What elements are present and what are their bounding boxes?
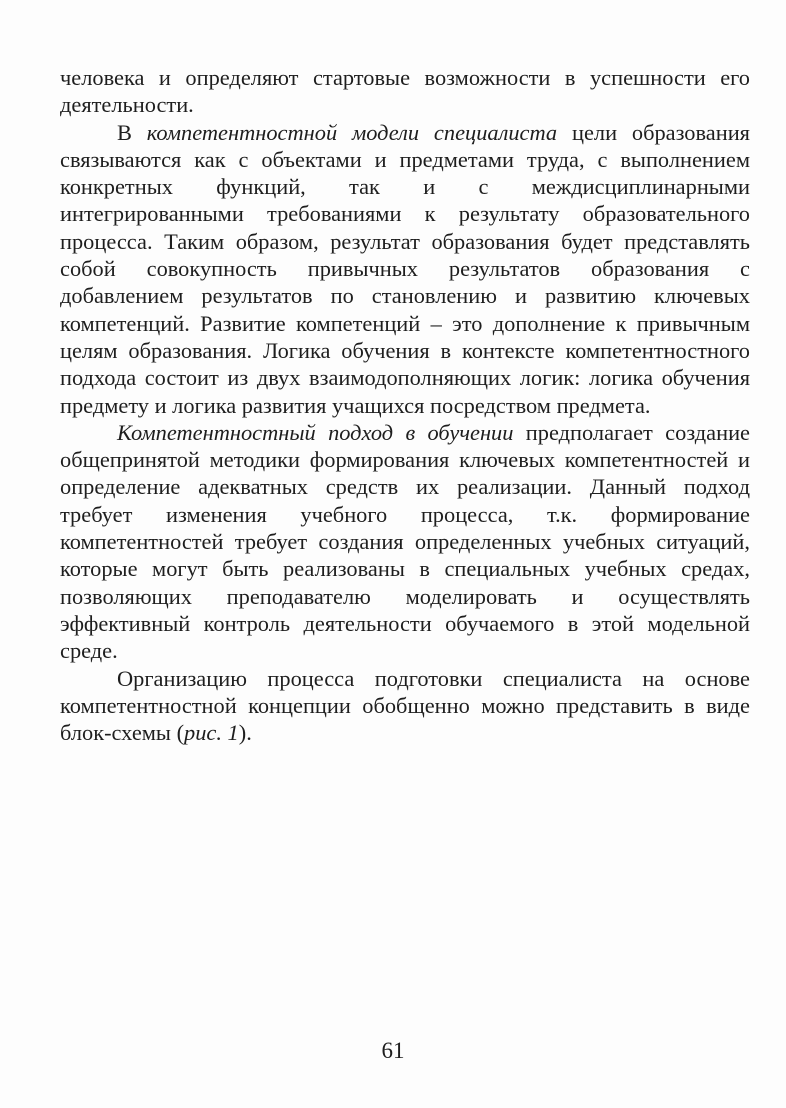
page-number: 61 — [381, 1038, 405, 1063]
emphasis-text: Компетентностный подход в обучении — [117, 419, 514, 445]
body-text — [60, 64, 750, 746]
figure-reference: рис. 1 — [184, 720, 239, 746]
text-run: Организацию процесса подготовки специалиста на основе компетентностной концепции обобщенно можно представить в виде блок-схемы ( — [60, 665, 750, 746]
text-run: ). — [238, 720, 252, 746]
paragraph — [60, 419, 750, 665]
text-run: человека и определяют стартовые возможности в успешности его деятельности. — [60, 65, 750, 118]
text-run: цели образования связываются как с объектами и предметами труда, с выполнением конкретных функций, так и с междисциплинарными интегрированными требованиями к результату образовательного процесса. Таким образом, результат образования будет представлять собой совокупность привычных результатов образования с добавлением результатов по становлению и развитию ключевых компетенций. Развитие компетенций – это дополнение к привычным целям образования. Логика обучения в контексте компетентностного подхода состоит из двух взаимодополняющих логик: логика обучения предмету и логика развития учащихся посредством предмета. — [60, 119, 750, 418]
paragraph — [60, 119, 750, 419]
text-run: предполагает создание общепринятой методики формирования ключевых компетентностей и определение адекватных средств их реализации. Данный подход требует изменения учебного процесса, т.к. формирование компетентностей требует создания определенных учебных ситуаций, которые могут быть реализованы в специальных учебных средах, позволяющих преподавателю моделировать и осуществлять эффективный контроль деятельности обучаемого в этой модельной среде. — [60, 419, 750, 664]
text-run: В — [117, 119, 147, 145]
paragraph — [60, 64, 750, 119]
paragraph — [60, 665, 750, 747]
emphasis-text: компетентностной модели специалиста — [146, 119, 558, 145]
